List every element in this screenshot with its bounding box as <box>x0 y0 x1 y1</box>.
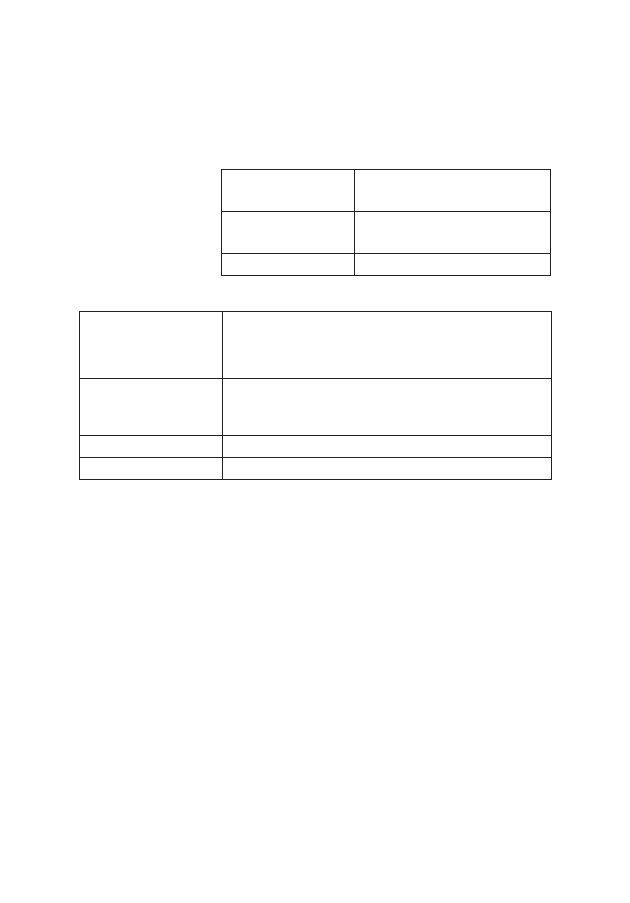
applicant-table <box>221 169 551 276</box>
phone-field[interactable] <box>355 254 551 276</box>
content-row <box>80 312 552 379</box>
phone-label <box>222 254 355 276</box>
basis-row <box>80 458 552 480</box>
name-field[interactable] <box>355 212 551 254</box>
period-field[interactable] <box>223 436 552 458</box>
address-field[interactable] <box>355 170 551 212</box>
name-row <box>222 212 551 254</box>
period-row <box>80 436 552 458</box>
purpose-field[interactable] <box>223 379 552 436</box>
name-label <box>222 212 355 254</box>
purpose-label <box>80 379 223 436</box>
content-label <box>80 312 223 379</box>
phone-row <box>222 254 551 276</box>
address-row <box>222 170 551 212</box>
content-field[interactable] <box>223 312 552 379</box>
request-table <box>79 311 552 480</box>
basis-label <box>80 458 223 480</box>
period-label <box>80 436 223 458</box>
address-label <box>222 170 355 212</box>
basis-field[interactable] <box>223 458 552 480</box>
purpose-row <box>80 379 552 436</box>
